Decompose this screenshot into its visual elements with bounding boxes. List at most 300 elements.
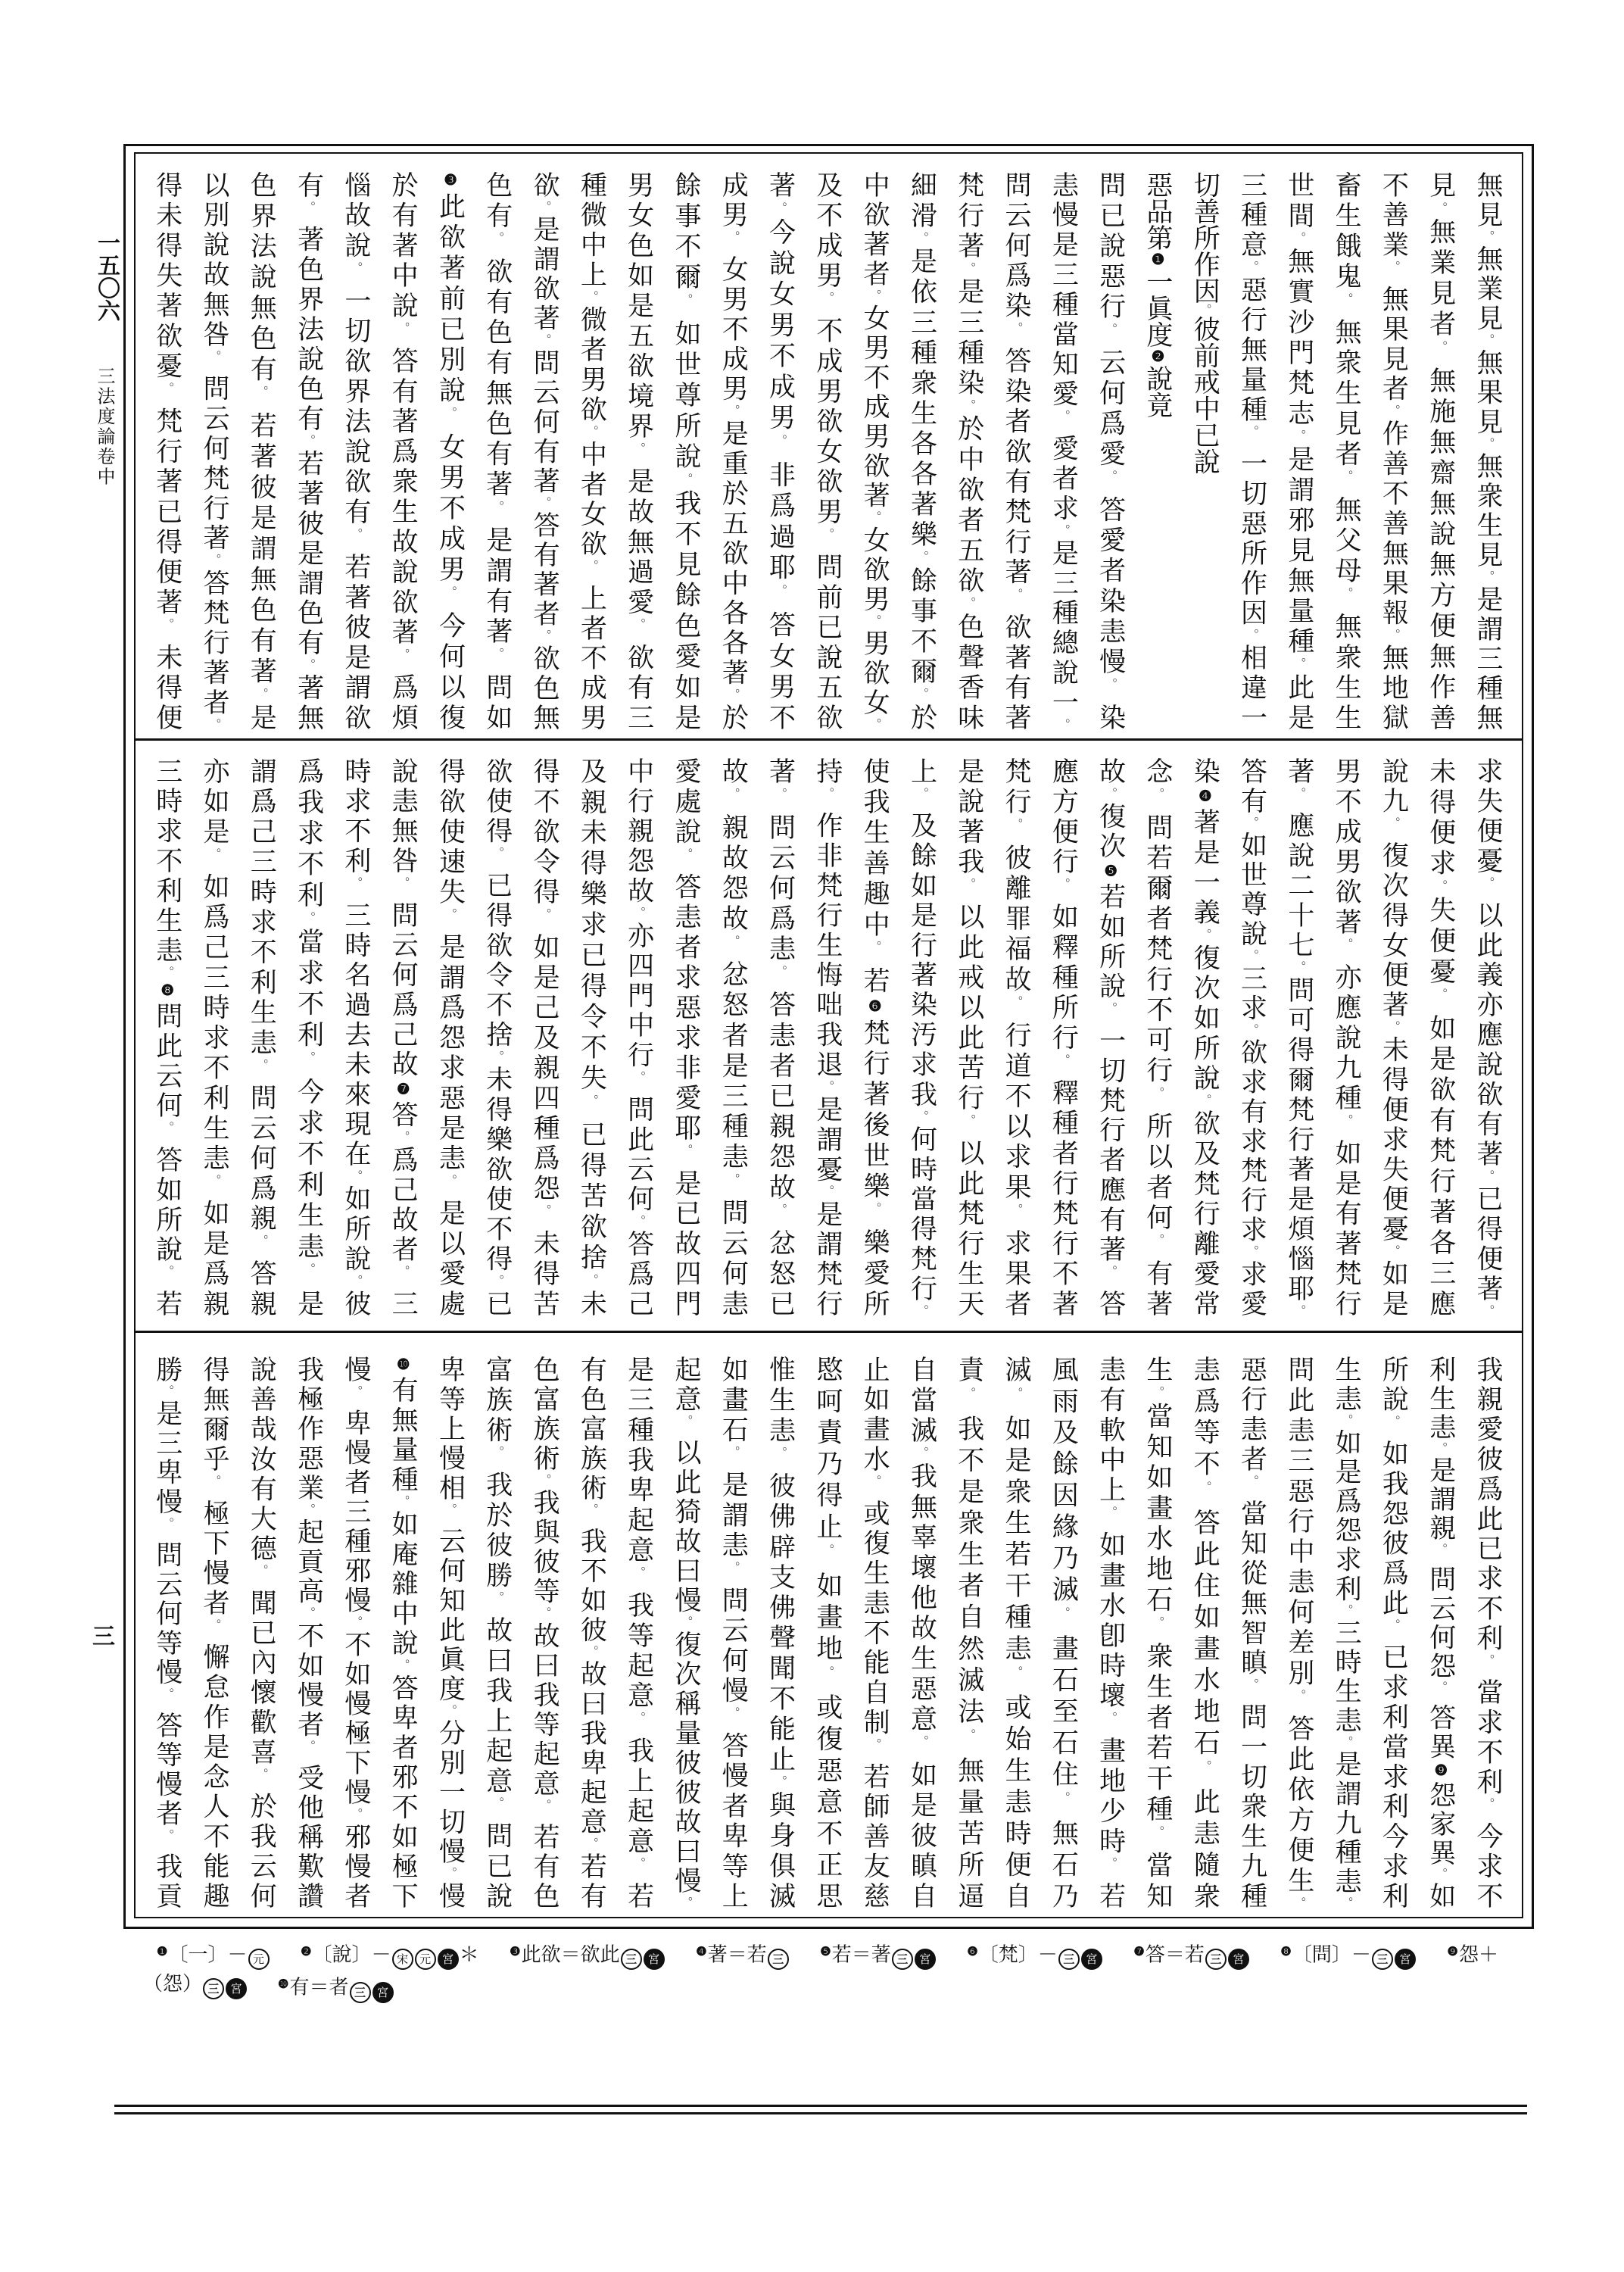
punctuation-mark: 。 [726,1446,741,1456]
footnote-number: ❽ [1280,1944,1292,1958]
text-gap [1009,1006,1024,1022]
punctuation-mark: 。 [1386,1415,1401,1425]
punctuation-mark: 。 [1386,1618,1401,1628]
punctuation-mark: 。 [1339,1896,1354,1908]
text-gap [679,1153,694,1169]
text-gap [962,1740,977,1756]
punctuation-mark: 。 [1009,321,1024,332]
text-gap [1056,888,1071,903]
text-gap [1151,1244,1165,1259]
punctuation-mark: 。 [773,1203,788,1214]
text-column: 著。 應說二十七。問可得爾梵行著是煩惱耶。 [1283,757,1314,1316]
text-gap [1292,797,1307,812]
punctuation-mark: 。 [631,1566,647,1576]
text-gap [302,1749,316,1764]
punctuation-mark: 。 [726,935,741,945]
punctuation-mark: 。 [1103,1265,1118,1275]
punctuation-mark: 。 [301,911,316,928]
text-column: 著。今說女男不成男。 非爲過耶。 答女男不 [765,171,796,730]
punctuation-mark: 。 [820,527,835,538]
edition-mark: 宮 [372,1982,394,2003]
punctuation-mark: 。 [207,1618,222,1628]
punctuation-mark: 。 [1150,1086,1165,1097]
text-gap [302,211,316,226]
punctuation-mark: 。 [348,1808,363,1824]
punctuation-mark: 。 [1339,1414,1354,1429]
punctuation-mark: 。 [868,1475,883,1484]
edition-mark: 三 [1372,1949,1393,1970]
punctuation-mark: 。 [443,907,458,918]
text-column: 求失便憂。 以此義亦應說欲有著。已得便著。 [1473,757,1503,1316]
text-gap [774,1213,788,1229]
text-gap [1056,1618,1071,1634]
punctuation-mark: 。 [538,1606,553,1622]
text-gap [1245,435,1260,450]
punctuation-mark: 。 [1056,718,1071,730]
punctuation-mark: 。 [538,907,553,918]
text-column: 是說著我。 以此戒以此苦行。 以此梵行生天 [953,757,984,1316]
punctuation-mark: 。 [631,907,647,922]
text-gap [254,396,269,412]
text-gap [1339,302,1354,318]
register-divider [136,1331,1522,1333]
punctuation-mark: 。 [962,1728,977,1740]
text-gap [254,1244,269,1260]
text-column: 種微中上。微者男欲。中者女欲。 上者不成男 [576,171,607,730]
text-column: 如畫石。 是謂恚。 問云何慢。 答慢者卑等上 [718,1356,749,1908]
text-gap [161,1696,175,1712]
punctuation-mark: 。 [490,1050,505,1066]
punctuation-mark: 。 [1386,1244,1401,1260]
text-gap [726,1183,740,1199]
punctuation-mark: 。 [915,1735,930,1746]
text-gap [1104,1867,1118,1882]
punctuation-mark: 。 [868,1202,883,1213]
text-column: 愍呵責乃得止。 如畫地。 或復惡意不正思 [812,1356,843,1908]
text-gap [254,1574,269,1589]
register-divider [136,738,1522,741]
text-gap [491,510,505,526]
lower-register [143,1356,1511,1908]
text-column: 恚慢是三種當知愛。 愛者求。是三種總說一。 [1048,171,1079,730]
punctuation-mark: 。 [207,847,222,858]
punctuation-mark: 。 [254,1564,270,1574]
text-gap [1481,886,1495,901]
text-gap [207,857,222,873]
punctuation-mark: 。 [1433,1868,1448,1883]
punctuation-mark: 。 [1150,1825,1165,1836]
punctuation-mark: 。 [490,232,505,242]
bottom-rule [114,2112,1527,2114]
text-column: 利生恚。是謂親。 問云何怨。 答異❾怨家異。如 [1425,1356,1456,1908]
edition-mark: 宋 [392,1949,413,1970]
punctuation-mark: 。 [1056,523,1071,540]
punctuation-mark: 。 [1292,1689,1307,1699]
footnote-ref: ❶ [1149,251,1167,268]
text-column: 富族術。 我於彼勝。 故曰我上起意。 問已說 [482,1356,513,1908]
punctuation-mark: 。 [631,1712,647,1721]
punctuation-mark: 。 [254,1058,270,1069]
punctuation-mark: 。 [1056,1053,1071,1064]
punctuation-mark: 。 [1433,201,1448,218]
punctuation-mark: 。 [1245,1023,1260,1039]
edition-mark: 三 [1205,1949,1227,1970]
text-column: 惟生恚。 彼佛辟支佛聲聞不能止。與身俱滅 [765,1356,796,1908]
text-gap [1434,998,1448,1014]
footnote-number: ❹ [696,1944,707,1958]
punctuation-mark: 。 [820,1080,835,1096]
text-gap [821,1555,835,1571]
text-gap [726,944,740,960]
text-gap [726,797,740,813]
punctuation-mark: 。 [678,293,694,304]
text-gap [821,1677,835,1693]
punctuation-mark: 。 [1103,1506,1118,1516]
punctuation-mark: 。 [962,597,977,613]
edition-mark: 三 [892,1949,913,1970]
text-gap [396,332,410,348]
text-gap [491,857,505,872]
footnote: $^❾$怨＋ [1447,1943,1498,1967]
text-column: 得不欲令得。 如是己及親四種爲怨。 未得苦 [529,757,560,1316]
punctuation-mark: 。 [1339,292,1354,303]
footnote-line [143,1970,1506,2002]
footnote: $^❹$著＝若 三 [696,1937,790,1970]
text-column: 使我生善趣中。 若❻梵行著後世樂。 樂愛所 [859,757,890,1316]
punctuation-mark: 。 [301,1051,316,1062]
text-gap [302,1062,316,1078]
text-gap [632,1576,647,1591]
punctuation-mark: 。 [584,1094,600,1105]
text-column: 愛處說。 答恚者求惡求非愛耶。 是已故四門 [670,757,701,1316]
text-column: 生恚。如是爲怨求利。三時生恚。是謂九種恚。 [1331,1356,1362,1908]
punctuation-mark: 。 [584,560,600,570]
text-column: 得無爾乎。 極下慢者。 懈怠作是念人不能趣 [198,1356,229,1908]
text-gap [774,975,788,991]
punctuation-mark: 。 [1481,230,1495,245]
text-column: 三種意。惡行無量種。 一切惡所作因。相違一 [1236,171,1267,730]
text-gap [161,1526,175,1541]
punctuation-mark: 。 [1245,1245,1260,1260]
punctuation-mark: 。 [1103,1857,1118,1867]
punctuation-mark: 。 [160,966,175,982]
text-column: 欲。是謂欲著。問云何有著。答有著者。欲色無 [529,171,560,730]
text-gap [1056,1063,1071,1079]
punctuation-mark: 。 [1339,938,1354,948]
punctuation-mark: 。 [1150,1386,1165,1403]
punctuation-mark: 。 [1103,323,1118,333]
text-gap [584,569,599,584]
punctuation-mark: 。 [868,941,883,951]
text-column: 應方便行。 如釋種所行。 釋種者行梵行不著 [1048,757,1079,1316]
punctuation-mark: 。 [160,382,175,392]
footnote-ref: ❾ [1432,1761,1450,1781]
text-gap [632,452,647,468]
text-gap [349,538,363,554]
text-column: 惱故說。 一切欲界法說欲有。 若著彼是謂欲 [340,171,371,730]
punctuation-mark: 。 [820,1543,835,1556]
footnote-line [157,1937,1498,1970]
punctuation-mark: 。 [301,434,316,450]
punctuation-mark: 。 [1481,1797,1495,1808]
text-column: 我親愛彼爲此已求不利。 當求不利。 今求不 [1473,1356,1503,1908]
footnote-ref: ❷ [1149,348,1167,365]
punctuation-mark: 。 [915,1109,930,1126]
text-column: 說九。 復次得女便著。未得便求失便憂。如是 [1378,757,1409,1316]
text-column: 不善業。 無果見者。作善不善無果報。無地獄 [1378,171,1409,730]
text-column: 爲我求不利。當求不利。 今求不利生恚。 是 [293,757,324,1316]
text-gap [1339,1124,1354,1140]
text-gap [726,240,740,255]
text-gap [1386,826,1401,841]
punctuation-mark: 。 [207,350,222,360]
text-gap [1339,480,1354,496]
punctuation-mark: 。 [1103,1002,1118,1012]
punctuation-mark: 。 [207,718,222,730]
punctuation-mark: 。 [1009,1387,1024,1398]
punctuation-mark: 。 [160,1829,175,1838]
punctuation-mark: 。 [490,1591,505,1601]
text-gap [491,1456,505,1471]
punctuation-mark: 。 [160,1265,175,1275]
text-gap [1339,597,1354,613]
punctuation-mark: 。 [1481,333,1495,349]
text-gap [254,1777,269,1793]
footnote-number: ❶ [157,1944,168,1958]
text-gap [1386,1425,1401,1440]
text-gap [396,658,410,674]
text-gap [207,1184,222,1200]
punctuation-mark: 。 [868,614,883,630]
text-column: 及親未得樂求已得令不失。 已得苦欲捨。未 [576,757,607,1316]
text-gap [1009,332,1024,348]
text-gap [915,1745,929,1761]
punctuation-mark: 。 [584,1503,600,1512]
punctuation-mark: 。 [773,201,788,219]
text-gap [1481,1807,1495,1822]
text-gap [349,886,363,901]
punctuation-mark: 。 [1292,1304,1307,1316]
text-gap [538,1808,552,1823]
edition-mark: 三 [1058,1949,1080,1970]
text-gap [1151,1836,1165,1852]
footnote-ref: ❻ [866,997,884,1019]
text-column: 起意。 以此猗故曰慢。復次稱量彼彼故曰慢。 [670,1356,701,1908]
text-column: 梵行著。是三種染。於中欲者五欲。色聲香味 [953,171,984,730]
text-gap [1009,598,1024,613]
text-gap [1009,1213,1024,1229]
text-gap [254,1069,269,1085]
punctuation-mark: 。 [490,648,505,658]
edition-mark: 宮 [915,1949,936,1970]
punctuation-mark: 。 [1292,429,1307,445]
punctuation-mark: 。 [1245,425,1260,435]
text-column: 謂爲己三時求不利生恚。 問云何爲親。 答親 [246,757,277,1316]
text-column: 色富族術。我與彼等。故曰我等起意。 若有色 [529,1356,560,1908]
text-column: 問已說惡行。 云何爲愛。 答愛者染恚慢。 染 [1095,171,1126,730]
punctuation-mark: 。 [1339,587,1354,597]
text-gap [1198,1771,1212,1788]
punctuation-mark: 。 [490,1796,505,1807]
running-title: 三法度論卷中 [94,367,115,487]
edition-mark: 元 [415,1949,436,1970]
punctuation-mark: 。 [396,1131,411,1147]
punctuation-mark: 。 [301,201,316,211]
punctuation-mark: 。 [678,1615,694,1631]
footnote: $^❼$答＝若 三 宮 [1133,1937,1250,1970]
punctuation-mark: 。 [868,510,883,526]
text-column: 慢。 卑慢者三種邪慢。不如慢極下慢。邪慢者 [340,1356,371,1908]
text-gap [1009,828,1024,844]
text-column: 色界法說無色有。 若著彼是謂無色有著。是 [246,171,277,730]
punctuation-mark: 。 [443,1174,458,1184]
punctuation-mark: 。 [1339,1113,1354,1124]
text-column: 自當滅。我無辜壞他故生惡意。 如是彼瞋自 [906,1356,937,1908]
text-gap [1151,797,1165,813]
punctuation-mark: 。 [348,876,363,886]
text-gap [1104,688,1118,704]
text-gap [161,628,175,644]
punctuation-mark: 。 [1339,470,1354,480]
punctuation-mark: 。 [1103,787,1118,803]
text-column: 有色富族術。 我不如彼。故曰我卑起意。若有 [576,1356,607,1908]
punctuation-mark: 。 [726,1706,741,1717]
text-gap [207,360,222,375]
punctuation-mark: 。 [1481,570,1495,585]
text-gap [207,1628,222,1643]
text-gap [632,628,647,644]
punctuation-mark: 。 [678,1144,694,1154]
punctuation-mark: 。 [584,1645,600,1661]
text-gap [679,1424,694,1439]
text-column: 故。復次❺若如所說。 一切梵行者應有著。 答 [1095,757,1126,1316]
text-gap [1104,480,1118,496]
text-gap [302,1274,316,1290]
punctuation-mark: 。 [443,1704,458,1720]
punctuation-mark: 。 [490,847,505,857]
punctuation-mark: 。 [301,1606,316,1622]
punctuation-mark: 。 [962,399,977,415]
bottom-rule [114,2105,1527,2107]
text-column: 問此恚三惡行中恚何差別。 答此依方便生。 [1283,1356,1314,1908]
punctuation-mark: 。 [773,434,788,445]
text-column: 有。 著色界法說色有。若著彼是謂色有。著無 [293,171,324,730]
punctuation-mark: 。 [207,1475,222,1484]
text-gap [1245,1484,1260,1500]
punctuation-mark: 。 [1481,1653,1495,1664]
text-column: 中行親怨故。亦四門中行。 問此云何。答爲己 [623,757,654,1316]
punctuation-mark: 。 [915,1447,930,1462]
text-column: 是三種我卑起意。 我等起意。 我上起意。 若 [623,1356,654,1908]
text-column: 恚有軟中上。 如畫水卽時壞。 畫地少時。 若 [1095,1356,1126,1908]
text-gap [1009,1398,1024,1415]
punctuation-mark: 。 [1056,410,1071,420]
punctuation-mark: 。 [773,1447,788,1457]
text-gap [868,951,882,967]
punctuation-mark: 。 [1433,340,1448,351]
text-column: 惡行恚者。 當知從無智瞋。 問一切衆生九種 [1236,1356,1267,1908]
text-column: ❿有無量種。如庵雜中說。答卑者邪不如極下 [388,1356,419,1908]
punctuation-mark: 。 [820,1184,835,1201]
punctuation-mark: 。 [1386,816,1401,827]
punctuation-mark: 。 [1150,788,1165,798]
text-column: 責。 我不是衆生者自然滅法。 無量苦所逼 [953,1356,984,1908]
punctuation-mark: 。 [773,584,788,595]
punctuation-mark: 。 [1150,1615,1165,1627]
edition-mark: 三 [350,1982,371,2003]
punctuation-mark: 。 [962,262,977,278]
punctuation-mark: 。 [490,1275,505,1290]
punctuation-mark: 。 [868,1738,883,1748]
text-gap [679,857,694,873]
punctuation-mark: 。 [820,1665,835,1677]
text-gap [1339,947,1354,963]
punctuation-mark: 。 [443,1867,458,1883]
punctuation-mark: 。 [490,500,505,510]
punctuation-mark: 。 [726,230,741,241]
punctuation-mark: 。 [868,289,883,304]
punctuation-mark: 。 [1339,1604,1354,1619]
punctuation-mark: 。 [160,1517,175,1527]
punctuation-mark: 。 [1150,1234,1165,1244]
edition-mark: 宮 [644,1949,665,1970]
text-column: 染❹著是一義。復次如所說。欲及梵行離愛常 [1189,757,1220,1316]
text-column: 餘事不爾。 如世尊所說。我不見餘色愛如是 [670,171,701,730]
text-gap [915,797,929,812]
edition-mark: 宮 [1228,1949,1249,1970]
punctuation-mark: 。 [1481,1304,1495,1316]
footnotes [143,1937,1506,2003]
punctuation-mark: 。 [1103,470,1118,480]
text-column: 男女色如是五欲境界。 是故無過愛。 欲有三 [623,171,654,730]
text-gap [774,445,788,461]
text-gap [821,301,835,317]
punctuation-mark: 。 [1056,1606,1071,1618]
text-gap [726,1571,740,1586]
text-gap [1434,1552,1448,1566]
text-gap [632,1081,647,1096]
punctuation-mark: 。 [1245,816,1260,832]
text-column: 以別說故無咎。 問云何梵行著。答梵行著者。 [198,171,229,730]
text-column: 中欲著者。女男不成男欲著。女欲男。男欲女。 [859,171,890,730]
text-gap [774,797,788,813]
punctuation-mark: 。 [868,718,883,730]
punctuation-mark: 。 [1245,949,1260,965]
punctuation-mark: 。 [915,1304,930,1316]
text-column: 無見。無業見。無果見。無衆生見。是謂三種無 [1473,171,1503,730]
punctuation-mark: 。 [962,1387,977,1398]
punctuation-mark: 。 [538,1204,553,1215]
punctuation-mark: 。 [490,1446,505,1456]
page-number: 一五〇六 [93,231,120,322]
text-gap [679,304,694,320]
text-column: 細滑。是依三種衆生各各著樂。餘事不爾。於 [906,171,937,730]
text-gap [962,1124,977,1140]
punctuation-mark: 。 [678,847,694,858]
punctuation-mark: 。 [1056,878,1071,888]
edition-mark: 宮 [1395,1949,1416,1970]
punctuation-mark: 。 [1386,261,1401,270]
text-gap [207,1484,222,1500]
text-gap [868,1484,882,1500]
punctuation-mark: 。 [538,333,553,349]
punctuation-mark: 。 [915,232,930,248]
punctuation-mark: 。 [1292,1896,1307,1908]
text-gap [1151,1626,1165,1642]
text-column: 說善哉汝有大德。 聞已內懷歡喜。 於我云何 [246,1356,277,1908]
punctuation-mark: 。 [538,1799,553,1809]
punctuation-mark: 。 [254,1768,270,1777]
